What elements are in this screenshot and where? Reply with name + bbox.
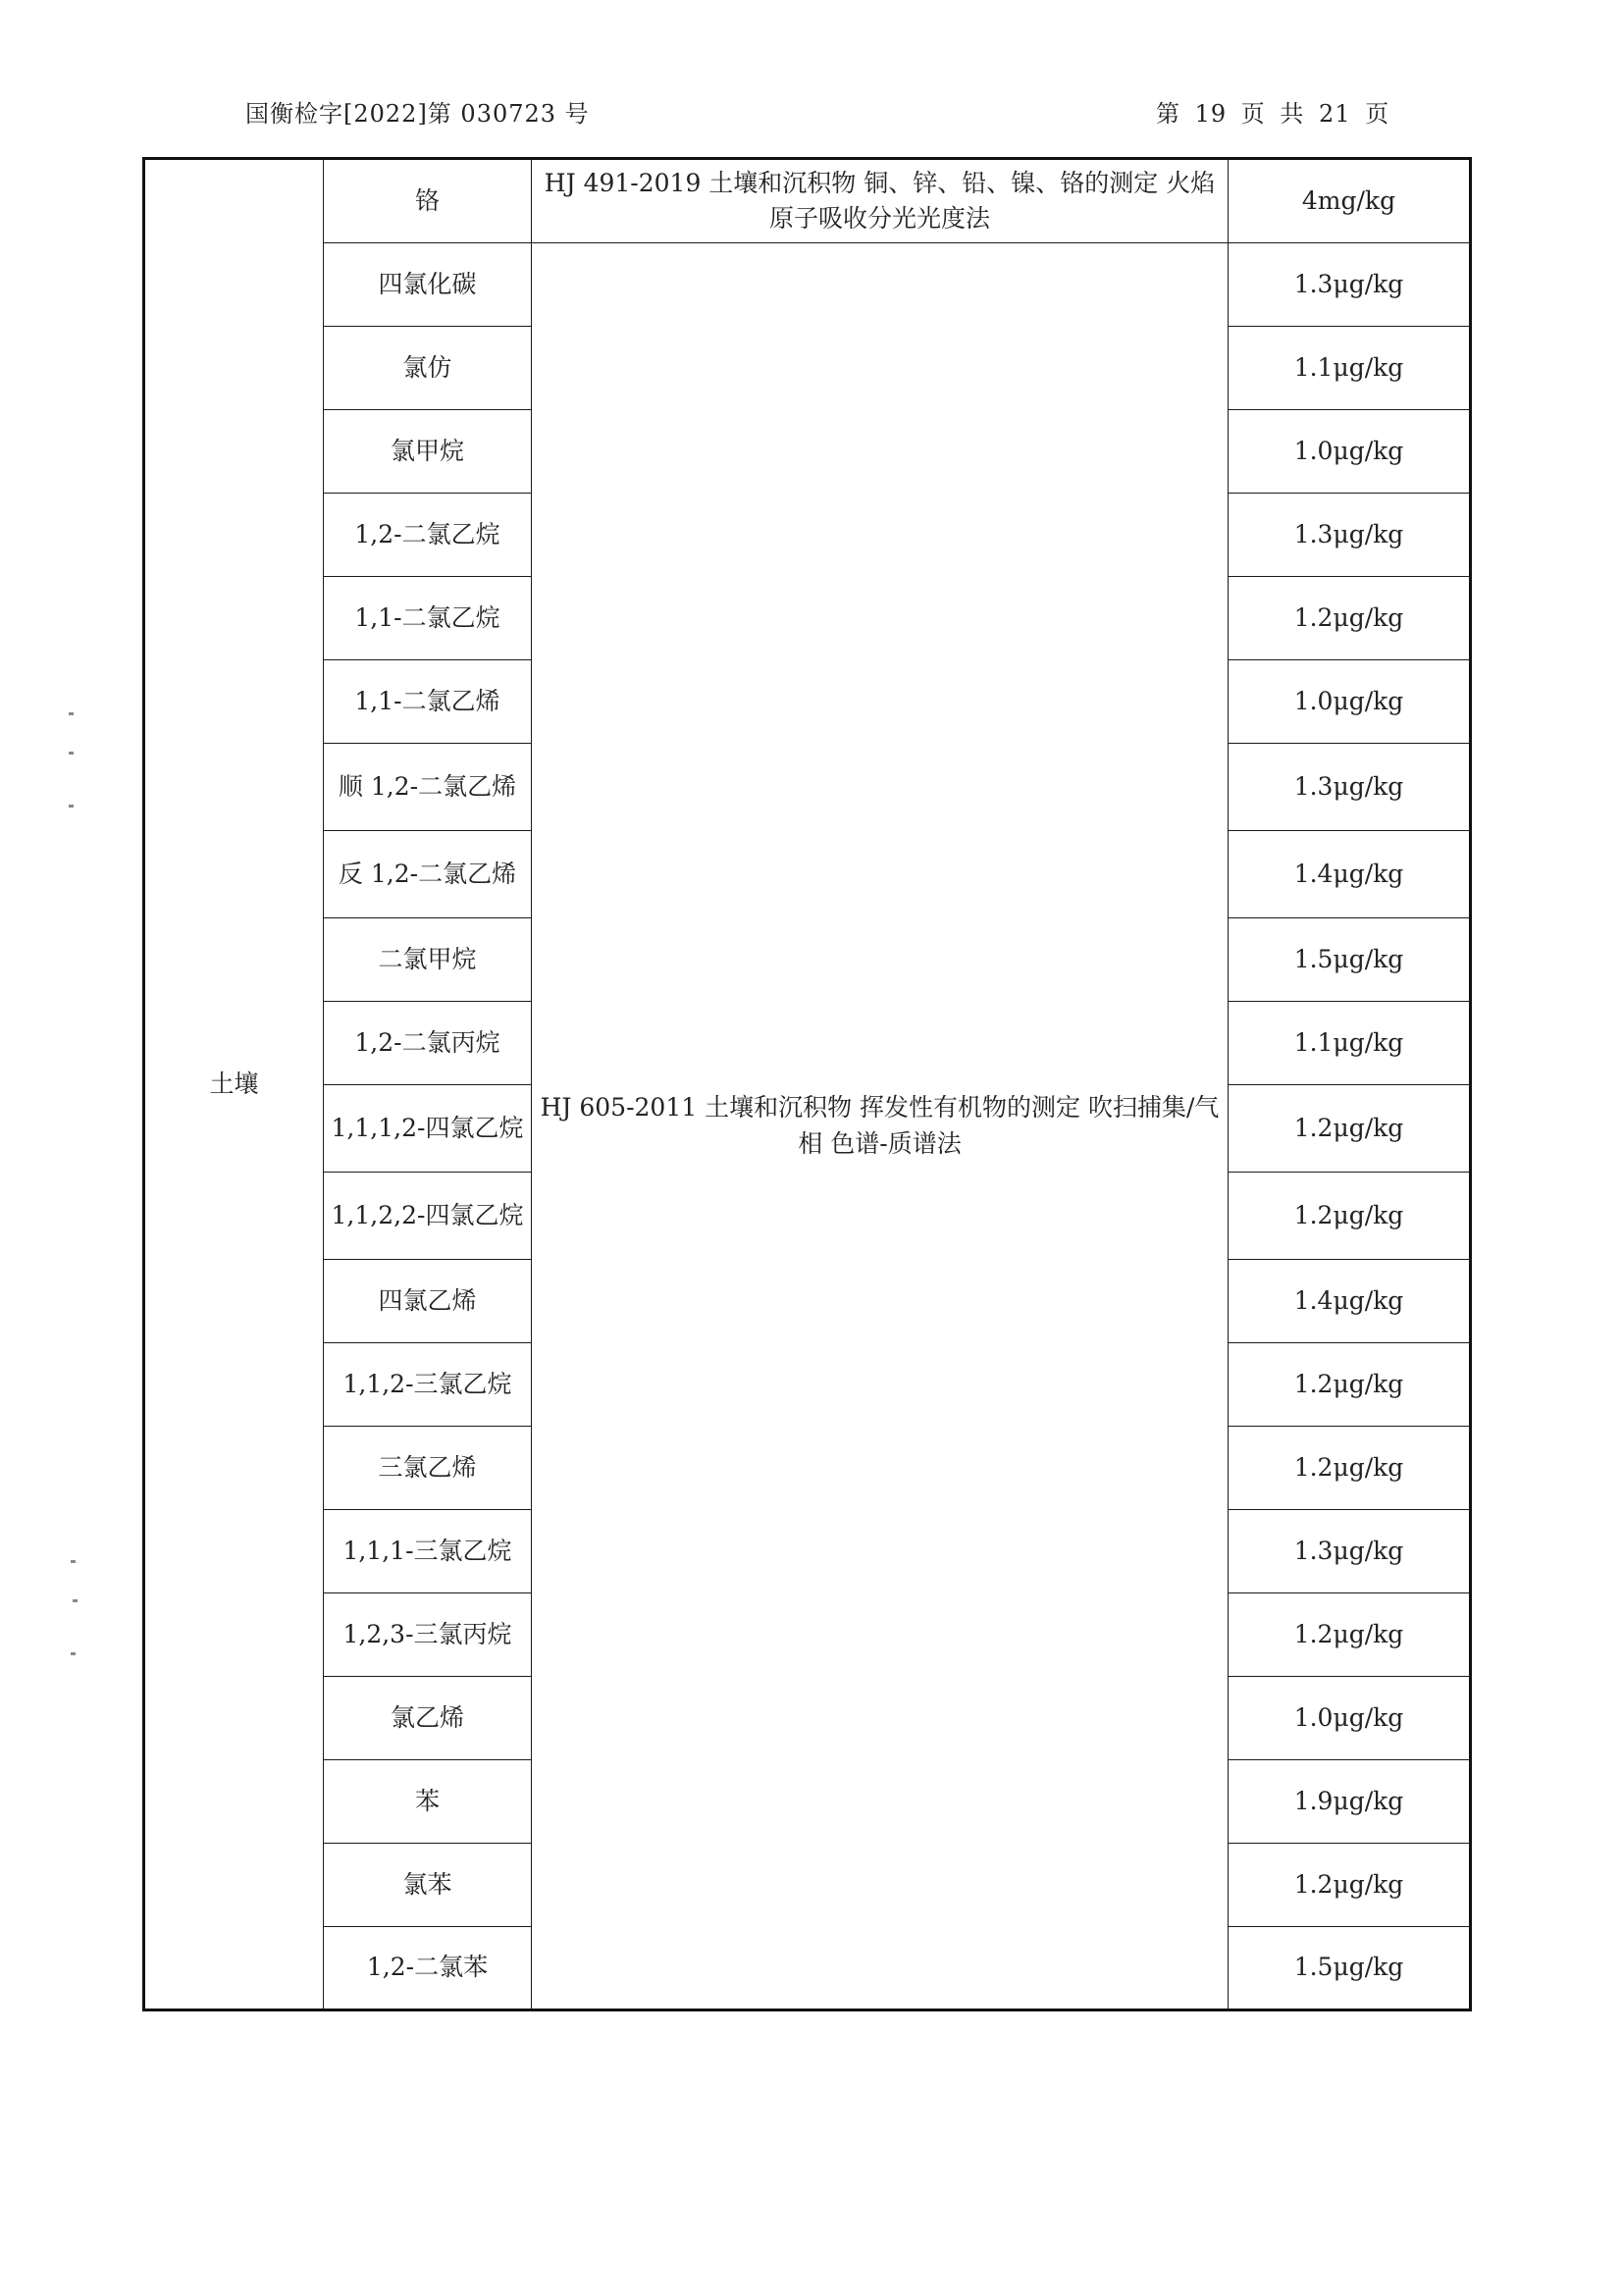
item-cell: 三氯乙烯 <box>324 1427 532 1510</box>
limit-cell: 1.5μg/kg <box>1229 918 1471 1002</box>
category-cell: 土壤 <box>144 159 324 2010</box>
voc-method-cell: HJ 605-2011 土壤和沉积物 挥发性有机物的测定 吹扫捕集/气相 色谱-质谱法 <box>532 243 1229 2010</box>
limit-cell: 1.1μg/kg <box>1229 1002 1471 1085</box>
item-cell: 1,2-二氯丙烷 <box>324 1002 532 1085</box>
item-cell: 四氯乙烯 <box>324 1260 532 1343</box>
item-cell: 氯苯 <box>324 1844 532 1927</box>
item-cell: 反 1,2-二氯乙烯 <box>324 831 532 918</box>
limit-cell: 1.0μg/kg <box>1229 1677 1471 1760</box>
limit-cell: 1.1μg/kg <box>1229 327 1471 410</box>
limit-cell: 1.3μg/kg <box>1229 744 1471 831</box>
limit-cell: 1.5μg/kg <box>1229 1927 1471 2010</box>
item-cell: 铬 <box>324 159 532 243</box>
limit-cell: 1.9μg/kg <box>1229 1760 1471 1844</box>
scan-mark <box>69 712 74 715</box>
scan-mark <box>73 1599 78 1602</box>
scan-mark <box>69 805 74 808</box>
report-number: 国衡检字[2022]第 030723 号 <box>245 100 590 128</box>
limit-cell: 1.2μg/kg <box>1229 1343 1471 1427</box>
limit-cell: 1.4μg/kg <box>1229 1260 1471 1343</box>
item-cell: 苯 <box>324 1760 532 1844</box>
limit-cell: 1.2μg/kg <box>1229 1427 1471 1510</box>
item-cell: 二氯甲烷 <box>324 918 532 1002</box>
item-cell: 氯乙烯 <box>324 1677 532 1760</box>
item-cell: 1,1-二氯乙烯 <box>324 660 532 744</box>
item-cell: 四氯化碳 <box>324 243 532 327</box>
table-row <box>144 159 1471 243</box>
detection-method-table <box>142 157 1472 2011</box>
item-cell: 氯甲烷 <box>324 410 532 494</box>
limit-cell: 1.2μg/kg <box>1229 577 1471 660</box>
item-cell: 顺 1,2-二氯乙烯 <box>324 744 532 831</box>
scan-mark <box>71 1652 76 1655</box>
limit-cell: 1.0μg/kg <box>1229 660 1471 744</box>
scan-mark <box>69 752 74 755</box>
item-cell: 1,2-二氯苯 <box>324 1927 532 2010</box>
item-cell: 1,1-二氯乙烷 <box>324 577 532 660</box>
item-cell: 1,2-二氯乙烷 <box>324 494 532 577</box>
limit-cell: 1.2μg/kg <box>1229 1085 1471 1173</box>
page-indicator: 第 19 页 共 21 页 <box>1156 100 1390 128</box>
limit-cell: 1.2μg/kg <box>1229 1593 1471 1677</box>
item-cell: 氯仿 <box>324 327 532 410</box>
limit-cell: 1.0μg/kg <box>1229 410 1471 494</box>
item-cell: 1,2,3-三氯丙烷 <box>324 1593 532 1677</box>
item-cell: 1,1,1-三氯乙烷 <box>324 1510 532 1593</box>
limit-cell: 1.3μg/kg <box>1229 243 1471 327</box>
table-row <box>144 243 1471 327</box>
limit-cell: 1.3μg/kg <box>1229 494 1471 577</box>
item-cell: 1,1,1,2-四氯乙烷 <box>324 1085 532 1173</box>
item-cell: 1,1,2-三氯乙烷 <box>324 1343 532 1427</box>
limit-cell: 4mg/kg <box>1229 159 1471 243</box>
limit-cell: 1.4μg/kg <box>1229 831 1471 918</box>
scan-mark <box>71 1560 76 1563</box>
item-cell: 1,1,2,2-四氯乙烷 <box>324 1173 532 1260</box>
limit-cell: 1.2μg/kg <box>1229 1844 1471 1927</box>
limit-cell: 1.3μg/kg <box>1229 1510 1471 1593</box>
limit-cell: 1.2μg/kg <box>1229 1173 1471 1260</box>
method-cell: HJ 491-2019 土壤和沉积物 铜、锌、铅、镍、铬的测定 火焰原子吸收分光光度法 <box>532 159 1229 243</box>
